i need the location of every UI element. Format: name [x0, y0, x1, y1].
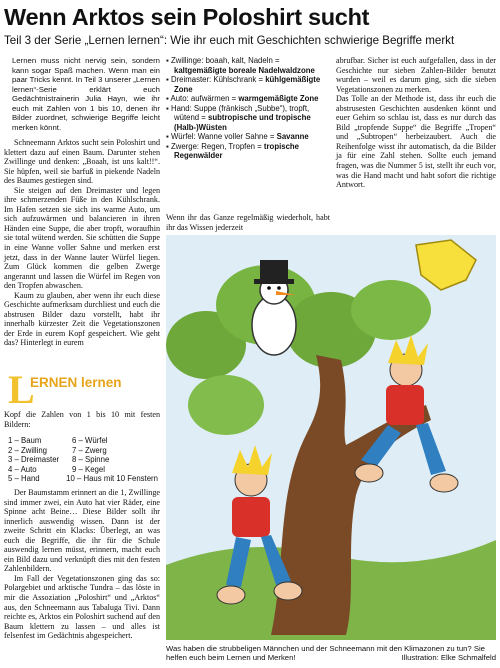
illustration — [166, 235, 496, 640]
list-item: 9 – Kegel — [72, 464, 105, 474]
list-item: 1 – Baum — [8, 436, 42, 445]
logo-big-letter: L — [8, 367, 35, 412]
bullet-item: ▪ Hand: Suppe (fränkisch „Subbe“), tropft, wütend = subtropische und tropische (Halb-)Wüsten — [166, 103, 311, 132]
article-column-1-bottom — [4, 488, 160, 641]
list-intro — [4, 410, 160, 429]
list-item: 5 – Hand — [8, 474, 40, 483]
paragraph: Sie steigen auf den Dreimaster und legen ihre schmerzenden Füße in den Kühlschrank. Im Hafen setzen sie sich ins warme Auto, um sich aufzuwärmen und balancieren in ihren Händen eine Suppe, die aber tropft, woraufhin sie total wütend werden. Sie schütten die Suppe in eine Wanne voller Sahne und merken erst jetzt, dass in der Wanne lauter Würfel liegen. Zum Glück kommen die gelben Zwerge angerannt und lassen die Würfel im Regen von den Tropfen abwaschen. — [4, 185, 160, 291]
paragraph: Kaum zu glauben, aber wenn ihr euch diese Geschichte aufmerksam durchliest und euch die abstrusen Bilder dazu vorstellt, habt ihr innerhalb kürzester Zeit die Vegetationszonen der Erde in eurem Kopf gespeichert. Wie geht das? Hinterlegt in eurem — [4, 290, 160, 348]
list-item: 6 – Würfel — [72, 436, 108, 445]
bullet-item: ▪ Zwillinge: boaah, kalt, Nadeln = kaltgemäßigte boreale Nadelwaldzone — [166, 56, 315, 75]
paragraph: Der Baumstamm erinnert an die 1, Zwillinge sind immer zwei, ein Auto hat vier Räder, eine Spinne acht Beine… Diese Bilder sollt ihr innerlich auswendig wissen. Dann ist der zweite Schritt ein Klacks: Überlegt, an was euch die Begriffe, die ihr für die Schule auswendig lernen müsst, erinnern, macht euch ein Bild dazu und verknüpft dies mit den festen Zahlenbildern. — [4, 488, 160, 574]
top-hat — [260, 260, 288, 282]
list-item: 4 – Auto — [8, 464, 37, 474]
logo-text: ERNEN lernen — [30, 375, 122, 390]
list-item: 10 – Haus mit 10 Fenstern — [66, 474, 158, 483]
bullet-item: ▪ Würfel: Wanne voller Sahne = Savanne — [166, 132, 309, 142]
number-image-list — [8, 436, 158, 484]
list-item: 8 – Spinne — [72, 455, 110, 464]
illustration-caption — [166, 644, 496, 663]
article-column-1 — [4, 138, 160, 348]
list-item: 7 – Zwerg — [72, 445, 107, 455]
bullet-item: ▪ Zwerge: Regen, Tropfen = tropische Regenwälder — [166, 141, 300, 161]
list-item: 2 – Zwilling — [8, 445, 47, 455]
headline: Wenn Arktos sein Poloshirt sucht — [4, 4, 370, 30]
illustration-credit: Illustration: Elke Schmalfeld — [401, 653, 496, 663]
paragraph: Schneemann Arktos sucht sein Poloshirt und klettert dazu auf einen Baum. Darunter stehen Zwillinge und denken: „Boaah, ist uns kalt!!“. Sie hüpfen, weil sie barfuß in piekende Nadeln des Baumes gestiegen sind. — [4, 138, 160, 186]
list-item: 3 – Dreimaster — [8, 455, 60, 464]
paragraph: Im Fall der Vegetationszonen ging das so: Polargebiet und arktische Tundra – das löste in mir die Assoziation „Poloshirt“ und „Arktos“ aus, den Schneemann aus Tabaluga Tivi. Dann reichte es, Arktos ein Poloshirt suchend auf den Baum klettern zu lassen – und alles ist felsenfest im Gedächtnis abgespeichert. — [4, 573, 160, 641]
intro-paragraph: Lernen muss nicht nervig sein, sondern kann sogar Spaß machen. Wenn man ein paar Tricks kennt. In Teil 3 unserer „Lernen lernen“-Serie erklärt euch Gedächtnistrainerin Julia Hayn, wie ihr euch mit Zahlen von 1 bis 10, denen ihr Bilder zuordnet, schwierige Begriffe leicht merken könnt. — [12, 56, 160, 132]
caption-text: Was haben die strubbeligen Männchen und der Schneemann mit den Klimazonen zu tun? Sie helfen euch beim Lernen und Merken! — [166, 644, 485, 663]
bullet-item: ▪ Auto: aufwärmen = warmgemäßigte Zone — [166, 94, 319, 104]
bullet-item: ▪ Dreimaster: Kühlschrank = kühlgemäßigte Zone — [166, 75, 321, 94]
lernen-lernen-logo — [4, 367, 156, 412]
column-2-text: Wenn ihr das Ganze regelmäßig wiederholt, habt ihr das Wissen jederzeit — [166, 213, 330, 232]
paragraph: Kopf die Zahlen von 1 bis 10 mit festen Bildern: — [4, 410, 160, 429]
bullet-list — [166, 56, 332, 161]
article-column-3: abrufbar. Sicher ist euch aufgefallen, dass in der Geschichte nur sieben Zahlen-Bilder benutzt wurden – weil es darum ging, sich die sieben Vegetationszonen zu merken. Das Tolle an der Methode ist, dass ihr euch die abstrusesten Geschichten ausdenken könnt und euer Gehirn so schlau ist, dass es nur durch das Bild „tropfende Suppe“ die Begriffe „Tropen“ und „Subtropen“ herbeizaubert. Auch die Reihenfolge wisst ihr automatisch, da die Bilder ja für eine Zahl stehen. Sollte euch jemand fragen, was die Nummer 5 ist, stellt ihr euch vor, was die Hand macht und habt sofort die richtige Antwort. — [336, 56, 496, 190]
subheadline: Teil 3 der Serie „Lernen lernen“: Wie ihr euch mit Geschichten schwierige Begriffe merkt — [4, 34, 455, 47]
